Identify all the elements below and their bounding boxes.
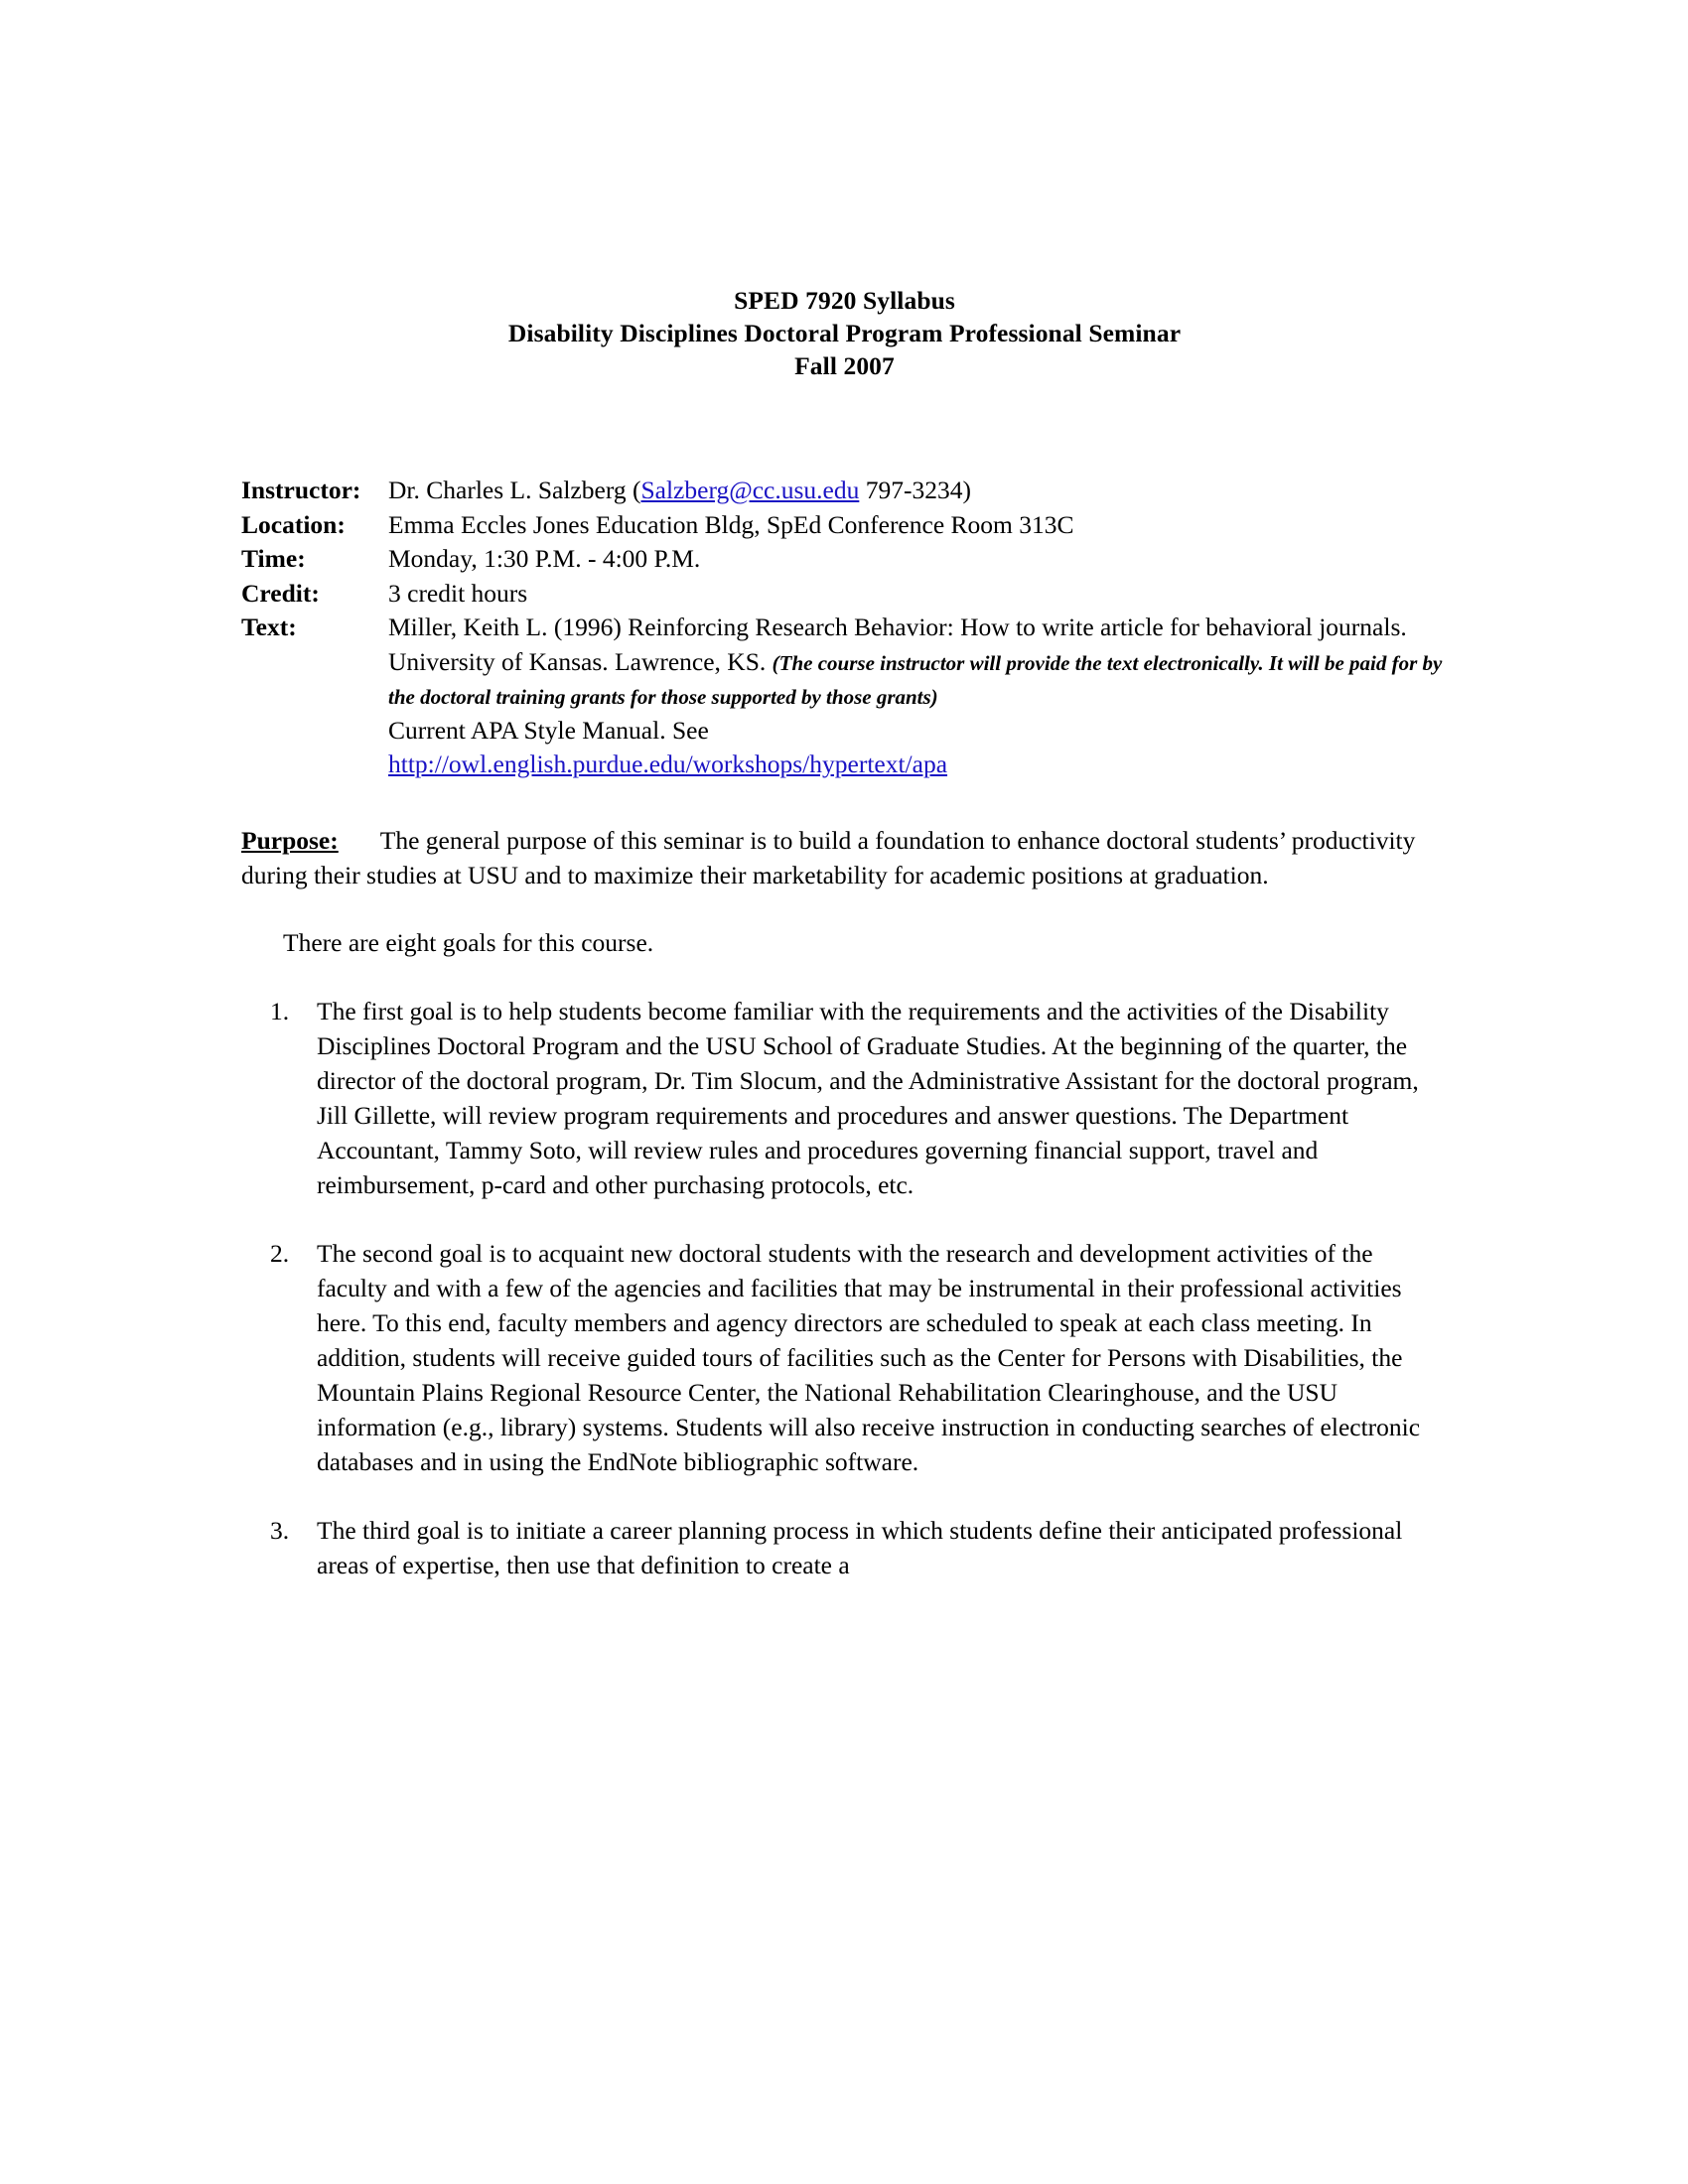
title-block (241, 284, 1448, 382)
apa-manual-line: Current APA Style Manual. See (388, 715, 709, 745)
info-row-instructor (241, 474, 1448, 508)
goal-text: The first goal is to help students become familiar with the requirements and the activities of the Disability Disciplines Doctoral Program and the USU School of Graduate Studies. At the beginning of the quarter, the director of the doctoral program, Dr. Tim Slocum, and the Administrative Assistant for the doctoral program, Jill Gillette, will review program requirements and procedures and answer questions. The Department Accountant, Tammy Soto, will review rules and procedures governing financial support, travel and reimbursement, p-card and other purchasing protocols, etc. (317, 996, 1419, 1199)
list-item (241, 994, 1448, 1202)
info-value-time: Monday, 1:30 P.M. - 4:00 P.M. (388, 544, 701, 573)
goals-list (241, 994, 1448, 1582)
info-value-text (388, 611, 1448, 782)
instructor-name: Dr. Charles L. Salzberg ( (388, 476, 641, 504)
info-value-credit: 3 credit hours (388, 578, 528, 608)
page-title-line-1: SPED 7920 Syllabus (734, 286, 955, 315)
goals-intro-paragraph: There are eight goals for this course. (283, 927, 654, 957)
info-label-text: Text: (241, 613, 297, 641)
info-value-instructor (388, 474, 1448, 508)
goal-number: 2. (270, 1238, 290, 1268)
info-label-instructor: Instructor: (241, 476, 361, 504)
goal-text: The second goal is to acquaint new doctoral students with the research and development activities of the faculty and with a few of the agencies and facilities that may be instrumental in their professional activities here. To this end, faculty members and agency directors are scheduled to speak at each class meeting. In addition, students will receive guided tours of facilities such as the Center for Persons with Disabilities, the Mountain Plains Regional Resource Center, the National Rehabilitation Clearinghouse, and the USU information (e.g., library) systems. Students will also receive instruction in conducting searches of electronic databases and in using the EndNote bibliographic software. (317, 1238, 1421, 1476)
info-row-credit (241, 577, 1448, 612)
goal-number: 1. (270, 996, 290, 1025)
info-row-time (241, 542, 1448, 577)
course-info-table (241, 474, 1448, 782)
purpose-text: The general purpose of this seminar is to build a foundation to enhance doctoral students’ productivity during their studies at USU and to maximize their marketability for academic positions at graduation. (241, 825, 1416, 889)
goal-number: 3. (270, 1515, 290, 1545)
list-item (241, 1513, 1448, 1582)
page-title-line-3: Fall 2007 (794, 351, 895, 380)
textbook-citation: Miller, Keith L. (1996) Reinforcing Research Behavior: How to write article for behavioral journals. University of Kansas. Lawrence, KS. (388, 613, 1407, 676)
apa-style-url-link[interactable]: http://owl.english.purdue.edu/workshops/hypertext/apa (388, 750, 948, 778)
info-value-location: Emma Eccles Jones Education Bldg, SpEd Conference Room 313C (388, 509, 1074, 539)
list-item (241, 1236, 1448, 1479)
instructor-email-link[interactable]: Salzberg@cc.usu.edu (640, 476, 860, 504)
info-label-credit: Credit: (241, 578, 320, 608)
purpose-label: Purpose: (241, 825, 339, 855)
info-label-location: Location: (241, 509, 346, 539)
purpose-paragraph (241, 823, 1448, 892)
goal-text: The third goal is to initiate a career planning process in which students define their anticipated professional areas of expertise, then use that definition to create a (317, 1515, 1403, 1579)
page-sheet (241, 0, 1448, 2184)
textbook-note: (The course instructor will provide the text electronically. It will be paid for by the doctoral training grants for those supported by those grants) (388, 650, 1443, 709)
info-row-location (241, 508, 1448, 543)
info-row-text (241, 611, 1448, 782)
instructor-phone: 797-3234) (859, 476, 971, 504)
info-label-time: Time: (241, 544, 306, 573)
page-title-line-2: Disability Disciplines Doctoral Program Professional Seminar (507, 319, 1182, 347)
